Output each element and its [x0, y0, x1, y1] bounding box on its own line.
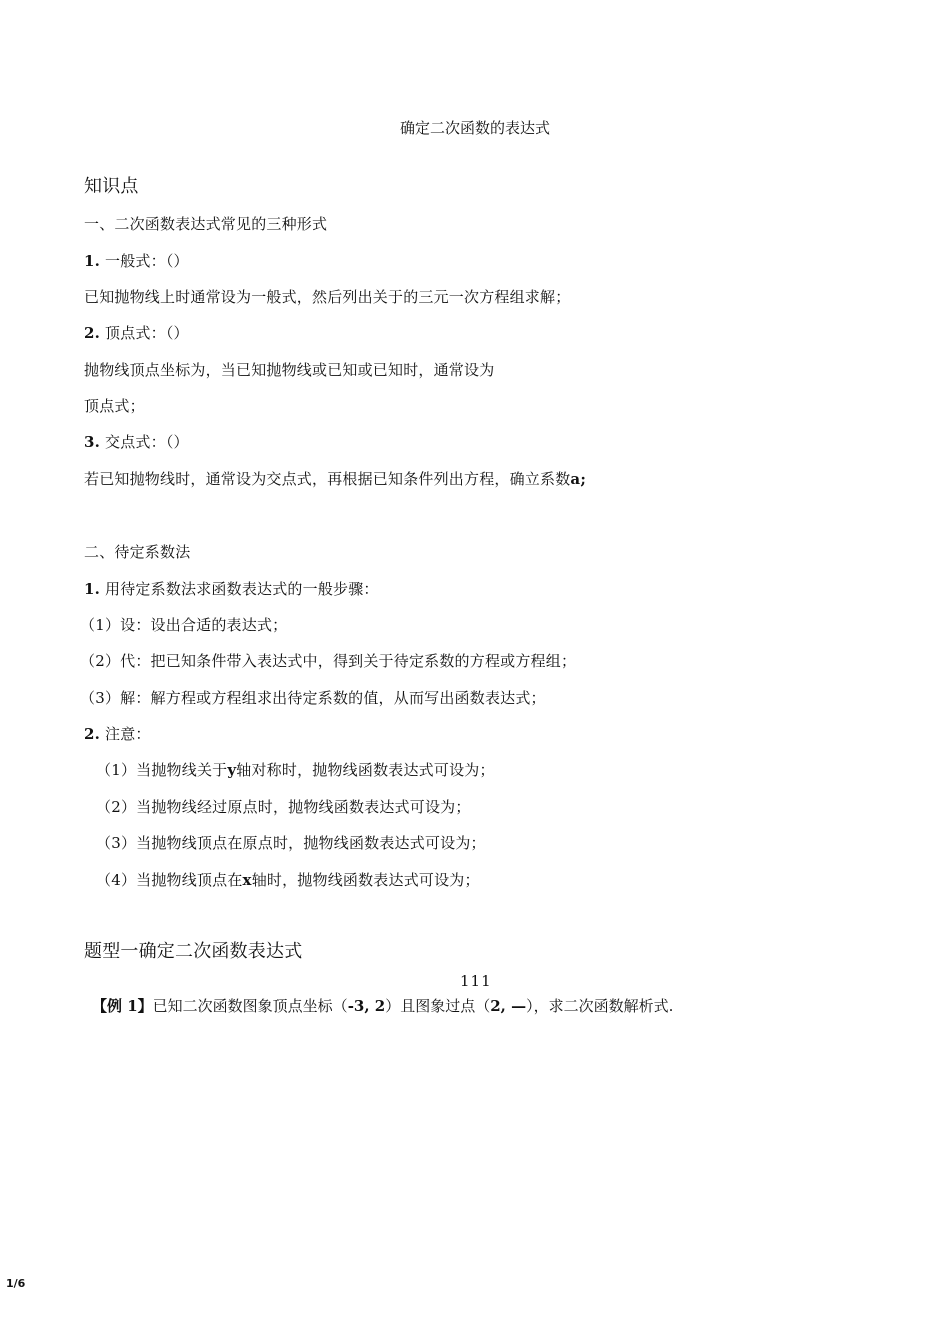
- form-vertex-label: 顶点式：（）: [105, 324, 189, 342]
- form-intercept-number: 3.: [84, 433, 101, 451]
- step-2: （2）代：把已知条件带入表达式中，得到关于待定系数的方程或方程组；: [80, 652, 577, 670]
- note-4-text-a: （4）当抛物线顶点在: [96, 871, 243, 889]
- form-vertex-number: 2.: [84, 324, 101, 342]
- form-vertex-description-1: 抛物线顶点坐标为，当已知抛物线或已知或已知时，通常设为: [84, 361, 495, 379]
- steps-title-number: 1.: [84, 580, 101, 598]
- note-title-text: 注意：: [105, 725, 151, 743]
- part2-heading: 二、待定系数法: [84, 543, 191, 561]
- form-vertex-description-2: 顶点式；: [84, 397, 145, 415]
- note-3: （3）当抛物线顶点在原点时，抛物线函数表达式可设为；: [96, 834, 486, 852]
- steps-title: [84, 579, 379, 599]
- example-1-label: 【例 1】: [92, 997, 153, 1015]
- note-1-text-a: （1）当抛物线关于: [96, 761, 228, 779]
- form-intercept-label: 交点式：（）: [105, 433, 189, 451]
- example-1: [92, 996, 673, 1016]
- example-1-text-b: ）且图象过点（: [385, 997, 491, 1015]
- note-2: （2）当抛物线经过原点时，抛物线函数表达式可设为；: [96, 798, 471, 816]
- form-intercept-description-text: 若已知抛物线时，通常设为交点式，再根据已知条件列出方程，确立系数: [84, 470, 571, 488]
- form-intercept: [84, 432, 189, 452]
- steps-title-text: 用待定系数法求函数表达式的一般步骤：: [105, 580, 379, 598]
- note-4-axis: x: [242, 871, 252, 889]
- form-general: [84, 251, 189, 271]
- form-general-label: 一般式：（）: [105, 252, 189, 270]
- section-type1-heading: 题型一确定二次函数表达式: [84, 941, 303, 962]
- document-title: 确定二次函数的表达式: [399, 119, 550, 137]
- form-intercept-description: [84, 469, 586, 489]
- note-1-text-c: 轴对称时，抛物线函数表达式可设为；: [236, 761, 495, 779]
- example-1-point-coordinate: 2, —: [490, 997, 527, 1015]
- page-number: 1/6: [6, 1277, 26, 1290]
- fraction-numerators: 111: [460, 972, 492, 990]
- step-3: （3）解：解方程或方程组求出待定系数的值，从而写出函数表达式；: [80, 689, 546, 707]
- section-knowledge-heading: 知识点: [84, 176, 139, 197]
- note-4: [96, 870, 480, 890]
- example-1-text-a: 已知二次函数图象顶点坐标（: [152, 997, 348, 1015]
- form-intercept-coefficient: a;: [570, 470, 587, 488]
- example-1-text-c: ），求二次函数解析式.: [526, 997, 674, 1015]
- note-title-number: 2.: [84, 725, 101, 743]
- note-title: [84, 724, 151, 744]
- form-general-number: 1.: [84, 252, 101, 270]
- note-4-text-c: 轴时，抛物线函数表达式可设为；: [251, 871, 480, 889]
- note-1-axis: y: [227, 761, 237, 779]
- step-1: （1）设：设出合适的表达式；: [80, 616, 288, 634]
- part1-heading: 一、二次函数表达式常见的三种形式: [84, 215, 328, 233]
- form-vertex: [84, 323, 189, 343]
- form-general-description: 已知抛物线上时通常设为一般式，然后列出关于的三元一次方程组求解；: [84, 288, 571, 306]
- example-1-vertex-coordinate: -3, 2: [347, 997, 386, 1015]
- note-1: [96, 760, 495, 780]
